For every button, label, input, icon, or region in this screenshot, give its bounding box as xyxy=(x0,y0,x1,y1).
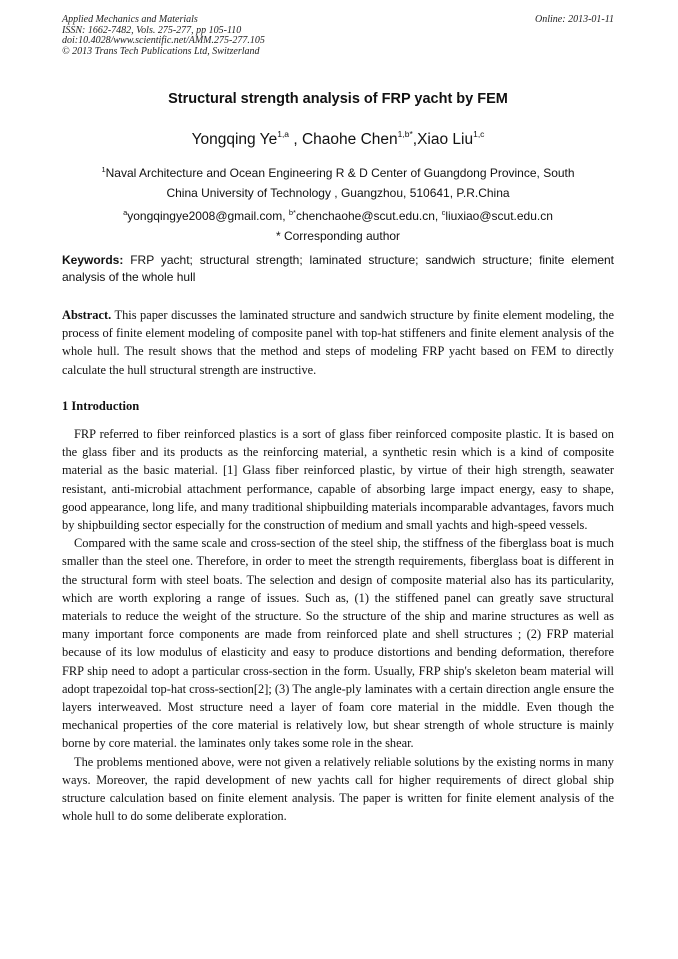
copyright-line: © 2013 Trans Tech Publications Ltd, Switzerland xyxy=(62,45,260,57)
corresponding-author-note: * Corresponding author xyxy=(275,228,401,243)
keywords-block xyxy=(62,252,614,286)
author-separator: , xyxy=(289,131,302,148)
email-superscript: b* xyxy=(288,208,296,217)
affiliation-line-1 xyxy=(62,160,614,184)
keywords-text: FRP yacht; structural strength; laminated structure; sandwich structure; finite element analysis of the whole hull xyxy=(62,253,614,284)
affiliation-line-2: China University of Technology , Guangzhou, 510641, P.R.China xyxy=(166,185,510,200)
body-paragraph: The problems mentioned above, were not given a relatively reliable solutions by the existing norms in many ways. Moreover, the rapid development of new yachts call for higher requirements of direct global ship structure calculation based on finite element analysis. The paper is written for finite element analysis of the whole hull to do some deliberate exploration. xyxy=(62,754,614,824)
issn-line: ISSN: 1662-7482, Vols. 275-277, pp 105-110 xyxy=(62,24,242,36)
header-row-1 xyxy=(62,15,614,26)
email-superscript: c xyxy=(441,208,446,217)
email-b: chenchaohe@scut.edu.cn, xyxy=(295,209,442,223)
section-heading-introduction: 1 Introduction xyxy=(62,399,140,413)
journal-header xyxy=(62,15,614,57)
abstract-block xyxy=(62,306,614,379)
author-name: Yongqing Ye xyxy=(191,131,278,148)
email-a: yongqingye2008@gmail.com, xyxy=(127,209,289,223)
journal-name: Applied Mechanics and Materials xyxy=(62,14,198,25)
affiliation-superscript: 1 xyxy=(101,165,106,174)
abstract-label: Abstract. xyxy=(62,308,112,322)
online-date: Online: 2013-01-11 xyxy=(535,14,614,25)
body-paragraph: Compared with the same scale and cross-section of the steel ship, the stiffness of the fiberglass boat is much smaller than the steel one. Therefore, in order to meet the strength requirements, fiberglass boat is different in the structural form with steel boats. The selection and design of composite material also has its particularity, which are worth exploring a range of issues. Such as, (1) the stiffened panel can greatly save structural materials to reduce the weight of the structure. So the structure of the ship and marine structures as well as many important force components are made from reinforced plate and shell structures ; (2) FRP material because of its low modulus of elasticity and easy to produce distortions and bending deformation, therefore FRP ship need to adopt a particular cross-section in the form. Usually, FRP ship's skeleton beam material will adopt trapezoidal top-hat cross-section[2]; (3) The angle-ply laminates with a certain direction angle ensure the layers interweaved. Most structure need a layer of foam core material in the middle. Even though the mechanical properties of the core material is relatively low, but shear strength of whole structure is mainly borne by core material. the laminates only takes some role in the shear. xyxy=(62,536,614,751)
introduction-body xyxy=(62,425,614,825)
paper-title: Structural strength analysis of FRP yacht by FEM xyxy=(168,91,508,107)
author-name: Chaohe Chen xyxy=(301,131,398,148)
email-line xyxy=(62,203,614,227)
email-c: liuxiao@scut.edu.cn xyxy=(445,209,553,223)
author-superscript: 1,b* xyxy=(397,129,413,139)
author-separator: , xyxy=(412,131,418,148)
author-list xyxy=(62,129,614,149)
author-superscript: 1,a xyxy=(277,129,290,139)
doi-line: doi:10.4028/www.scientific.net/AMM.275-277.105 xyxy=(62,35,265,46)
email-superscript: a xyxy=(123,208,128,217)
author-superscript: 1,c xyxy=(473,129,485,139)
author-name: Xiao Liu xyxy=(417,131,474,148)
body-paragraph: FRP referred to fiber reinforced plastics is a sort of glass fiber reinforced composite plastic. It is based on the glass fiber and its products as the reinforcing material, a synthetic resin which is a kind of composite material as the basic material. [1] Glass fiber reinforced plastic, by virtue of their high strength, seawater resistant, anti-microbial attachment performance, capable of absorbing large impact energy, easy to shape, good appearance, long life, and many traditional shipbuilding materials incomparable advantages, favors much by shipbuilding sector especially for the construction of medium and small yachts and high-speed vessels. xyxy=(62,427,614,533)
abstract-text: This paper discusses the laminated structure and sandwich structure by finite element modeling, the process of finite element modeling of composite panel with top-hat stiffeners and finite element analysis of the whole hull. The result shows that the method and steps of modeling FRP yacht based on FEM to directly calculate the hull structural strength are instructive. xyxy=(62,308,614,377)
keywords-label: Keywords: xyxy=(62,253,124,267)
affiliation-text: Naval Architecture and Ocean Engineering R & D Center of Guangdong Province, South xyxy=(105,166,575,180)
affiliation-block xyxy=(62,160,614,246)
